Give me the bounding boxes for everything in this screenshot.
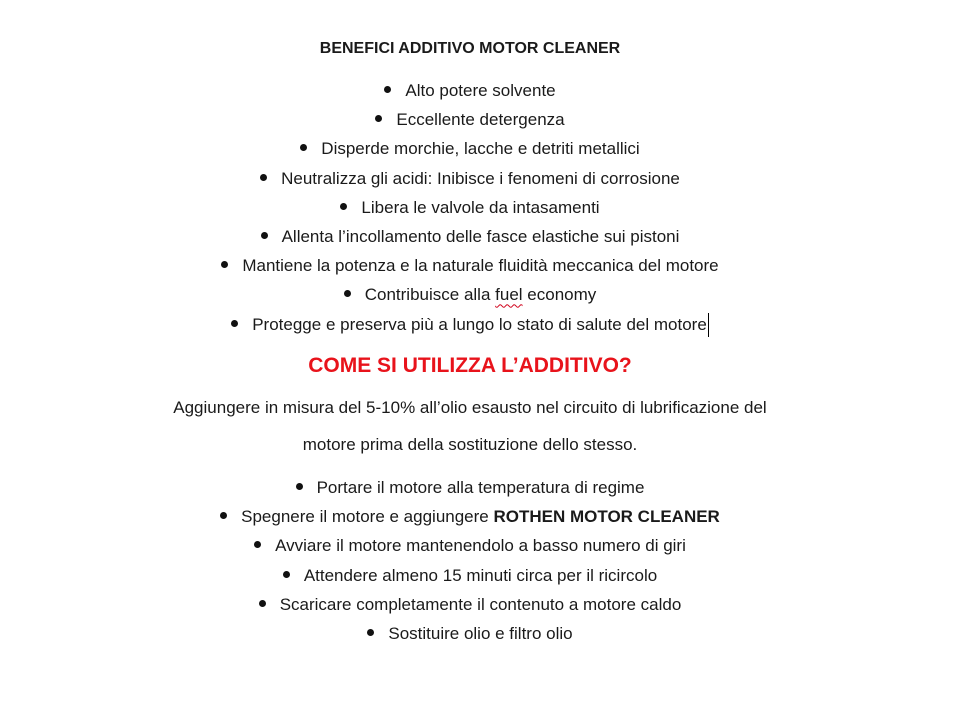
misspelled-word[interactable]: fuel xyxy=(495,285,523,305)
benefits-list xyxy=(0,76,940,339)
list-item xyxy=(0,310,940,339)
bullet-icon xyxy=(344,290,351,297)
list-item-text: Sostituire olio e filtro olio xyxy=(388,623,573,643)
bullet-icon xyxy=(259,600,266,607)
list-item-text: Eccellente detergenza xyxy=(396,110,565,130)
list-item-text: Scaricare completamente il contenuto a motore caldo xyxy=(279,594,682,614)
bullet-icon xyxy=(296,483,303,490)
list-item xyxy=(0,134,940,163)
bullet-icon xyxy=(283,571,290,578)
steps-list xyxy=(0,473,940,648)
bullet-icon xyxy=(340,203,347,210)
list-item xyxy=(0,531,940,560)
list-item-text-part: Contribuisce alla xyxy=(364,285,496,305)
list-item-text: Mantiene la potenza e la naturale fluidità meccanica del motore xyxy=(242,256,719,276)
list-item xyxy=(0,251,940,280)
list-item xyxy=(0,193,940,222)
bullet-icon xyxy=(254,541,261,548)
list-item-text: Avviare il motore mantenendolo a basso numero di giri xyxy=(275,536,686,556)
list-item-text: Allenta l’incollamento delle fasce elastiche sui pistoni xyxy=(281,226,680,246)
bullet-icon xyxy=(300,144,307,151)
product-name: ROTHEN MOTOR CLEANER xyxy=(493,507,720,527)
list-item-text: Neutralizza gli acidi: Inibisce i fenomeni di corrosione xyxy=(281,168,680,188)
list-item xyxy=(0,502,940,531)
list-item xyxy=(0,590,940,619)
list-item-text-part: economy xyxy=(522,285,597,305)
list-item xyxy=(0,76,940,105)
list-item xyxy=(0,164,940,193)
list-item-text: Disperde morchie, lacche e detriti metallici xyxy=(321,139,640,159)
bullet-icon xyxy=(220,512,227,519)
bullet-icon xyxy=(367,629,374,636)
list-item-text: Libera le valvole da intasamenti xyxy=(361,197,600,217)
bullet-icon xyxy=(260,174,267,181)
text-cursor xyxy=(708,313,709,337)
bullet-icon xyxy=(221,261,228,268)
list-item xyxy=(0,105,940,134)
bullet-icon xyxy=(261,232,268,239)
document-title: BENEFICI ADDITIVO MOTOR CLEANER xyxy=(319,40,621,57)
usage-paragraph-line: Aggiungere in misura del 5-10% all’olio esausto nel circuito di lubrificazione del xyxy=(173,398,767,417)
list-item-text: Portare il motore alla temperatura di regime xyxy=(316,478,645,497)
bullet-icon xyxy=(231,320,238,327)
bullet-icon xyxy=(375,115,382,122)
list-item xyxy=(0,619,940,648)
usage-heading: COME SI UTILIZZA L’ADDITIVO? xyxy=(308,354,632,377)
list-item-text: Protegge e preserva più a lungo lo stato di salute del motore xyxy=(252,314,707,334)
usage-paragraph-line: motore prima della sostituzione dello stesso. xyxy=(302,435,638,454)
list-item-text: Attendere almeno 15 minuti circa per il ricircolo xyxy=(303,565,658,585)
list-item-text-part: Spegnere il motore e aggiungere xyxy=(241,507,494,527)
list-item xyxy=(0,561,940,590)
list-item-text: Alto potere solvente xyxy=(405,81,556,100)
list-item xyxy=(0,473,940,502)
list-item xyxy=(0,222,940,251)
bullet-icon xyxy=(384,86,391,93)
list-item xyxy=(0,280,940,309)
